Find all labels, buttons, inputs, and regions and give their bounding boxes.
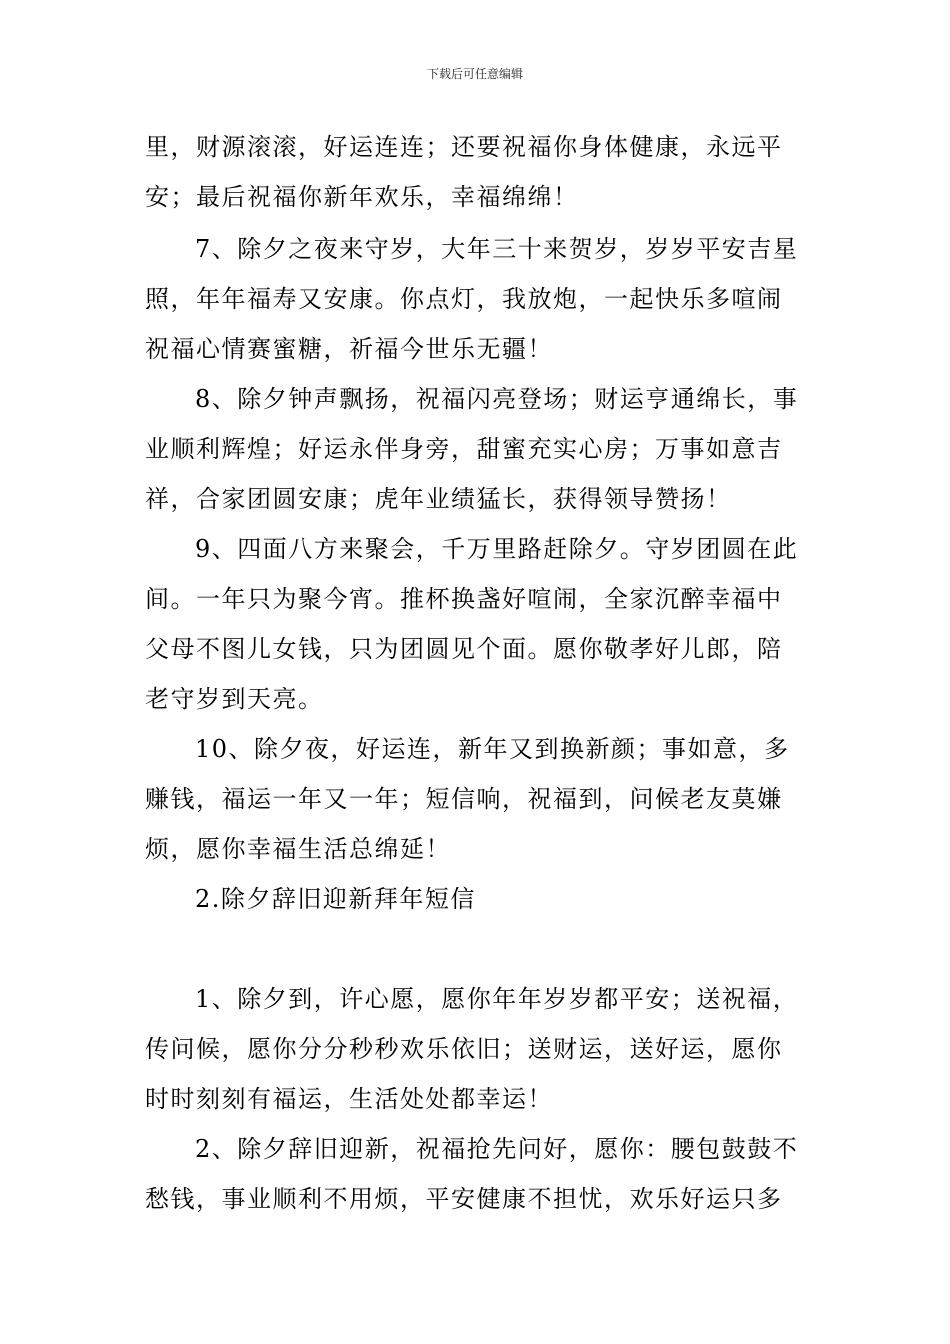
text-line: 时时刻刻有福运，生活处处都幸运！ [145, 1085, 553, 1113]
text-line: 赚钱，福运一年又一年；短信响，祝福到，问候老友莫嫌 [145, 785, 783, 813]
text-line: 父母不图儿女钱，只为团圆见个面。愿你敬孝好儿郎，陪 [145, 635, 783, 663]
text-line: 老守岁到天亮。 [145, 685, 324, 713]
text-line: 传问候，愿你分分秒秒欢乐依旧；送财运，送好运，愿你 [145, 1035, 783, 1063]
text-line: 7、除夕之夜来守岁，大年三十来贺岁，岁岁平安吉星 [195, 235, 799, 263]
text-line: 间。一年只为聚今宵。推杯换盏好喧闹，全家沉醉幸福中 [145, 585, 783, 613]
text-line: 祥，合家团圆安康；虎年业绩猛长，获得领导赞扬！ [145, 485, 732, 513]
text-line: 1、除夕到，许心愿，愿你年年岁岁都平安；送祝福， [195, 985, 799, 1013]
text-line: 里，财源滚滚，好运连连；还要祝福你身体健康，永远平 [145, 133, 783, 161]
text-line: 安；最后祝福你新年欢乐，幸福绵绵！ [145, 183, 579, 211]
text-line: 8、除夕钟声飘扬，祝福闪亮登场；财运亨通绵长，事 [195, 385, 799, 413]
page-header: 下载后可任意编辑 [426, 67, 523, 81]
text-line: 烦，愿你幸福生活总绵延！ [145, 835, 451, 863]
text-line: 照，年年福寿又安康。你点灯，我放炮，一起快乐多喧闹 [145, 285, 783, 313]
text-line: 10、除夕夜，好运连，新年又到换新颜；事如意，多 [195, 735, 790, 763]
section-heading: 2.除夕辞旧迎新拜年短信 [195, 885, 476, 913]
text-line: 2、除夕辞旧迎新，祝福抢先问好，愿你：腰包鼓鼓不 [195, 1135, 799, 1163]
text-line: 业顺利辉煌；好运永伴身旁，甜蜜充实心房；万事如意吉 [145, 435, 783, 463]
text-line: 9、四面八方来聚会，千万里路赶除夕。守岁团圆在此 [195, 535, 799, 563]
text-line: 愁钱，事业顺利不用烦，平安健康不担忧，欢乐好运只多 [145, 1185, 783, 1213]
text-line: 祝福心情赛蜜糖，祈福今世乐无疆！ [145, 335, 553, 363]
